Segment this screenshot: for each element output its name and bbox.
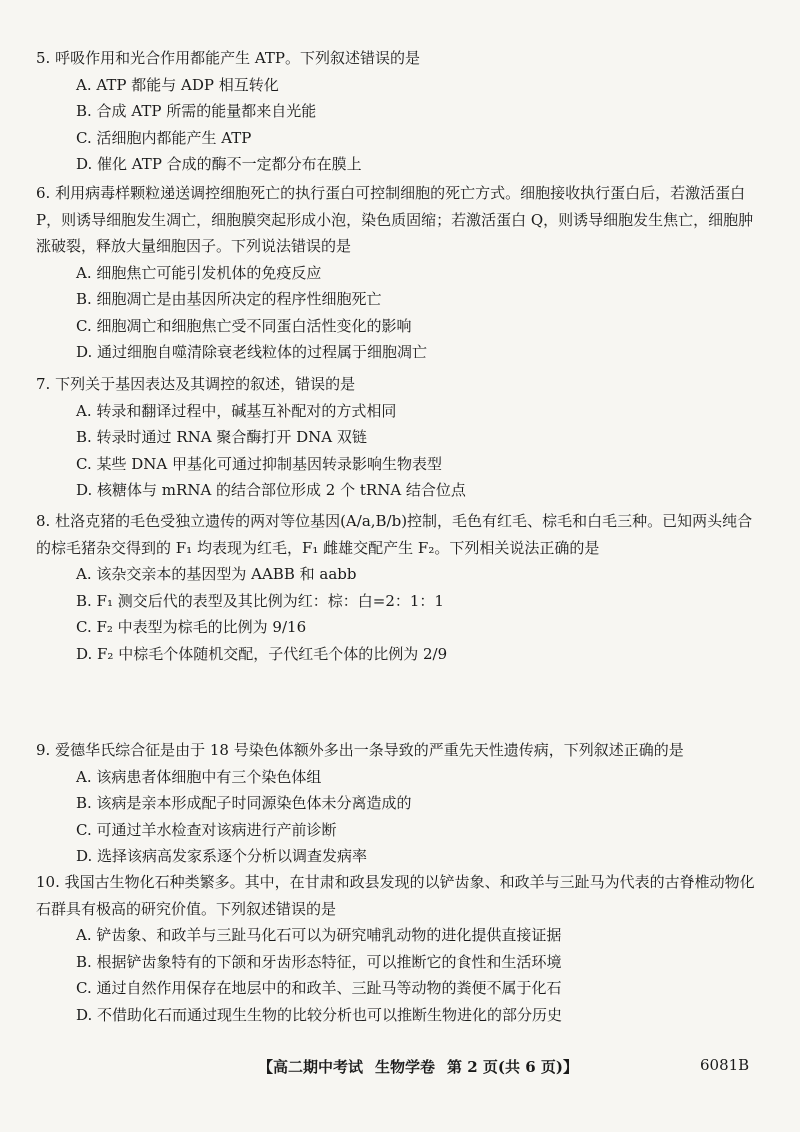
option-d: D. 不借助化石而通过现生生物的比较分析也可以推断生物进化的部分历史: [76, 1005, 563, 1024]
option-d: D. F₂ 中棕毛个体随机交配，子代红毛个体的比例为 2/9: [76, 644, 448, 663]
option-b: B. 合成 ATP 所需的能量都来自光能: [76, 102, 317, 120]
option-c: C. 可通过羊水检查对该病进行产前诊断: [76, 820, 337, 839]
option-c: C. 通过自然作用保存在地层中的和政羊、三趾马等动物的粪便不属于化石: [76, 979, 562, 997]
option-b: B. F₁ 测交后代的表型及其比例为红：棕：白=2：1：1: [76, 591, 444, 610]
option-c: C. 某些 DNA 甲基化可通过抑制基因转录影响生物表型: [76, 454, 443, 473]
option-b: B. 转录时通过 RNA 聚合酶打开 DNA 双链: [76, 428, 367, 446]
question-10: [36, 869, 760, 1028]
option-d: D. 选择该病高发家系逐个分析以调查发病率: [76, 847, 368, 865]
question-stem: 5. 呼吸作用和光合作用都能产生 ATP。下列叙述错误的是: [36, 49, 420, 67]
question-5: [36, 45, 760, 178]
option-b: B. 细胞凋亡是由基因所决定的程序性细胞死亡: [76, 290, 382, 308]
option-c: C. 活细胞内都能产生 ATP: [76, 128, 252, 147]
option-d: D. 核糖体与 mRNA 的结合部位形成 2 个 tRNA 结合位点: [76, 481, 466, 499]
option-a: A. 该杂交亲本的基因型为 AABB 和 aabb: [76, 565, 357, 583]
option-a: A. ATP 都能与 ADP 相互转化: [76, 75, 279, 94]
option-c: C. F₂ 中表型为棕毛的比例为 9/16: [76, 618, 307, 636]
question-stem: 10. 我国古生物化石种类繁多。其中，在甘肃和政县发现的以铲齿象、和政羊与三趾马为代表的古脊椎动物化石群具有极高的研究价值。下列叙述错误的是: [36, 873, 755, 918]
page-footer: [0, 1056, 800, 1082]
option-a: A. 该病患者体细胞中有三个染色体组: [76, 767, 322, 786]
question-stem: 9. 爱德华氏综合征是由于 18 号染色体额外多出一条导致的严重先天性遗传病，下列叙述正确的是: [36, 741, 684, 759]
question-9: [36, 737, 760, 870]
option-a: A. 细胞焦亡可能引发机体的免疫反应: [76, 263, 322, 282]
question-8: [36, 508, 760, 667]
option-b: B. 根据铲齿象特有的下颌和牙齿形态特征，可以推断它的食性和生活环境: [76, 952, 562, 971]
question-stem: 6. 利用病毒样颗粒递送调控细胞死亡的执行蛋白可控制细胞的死亡方式。细胞接收执行蛋白后，若激活蛋白 P，则诱导细胞发生凋亡，细胞膜突起形成小泡，染色质固缩；若激活蛋白 Q，则诱导细胞发生焦亡，细胞肿涨破裂，释放大量细胞因子。下列说法错误的是: [36, 184, 754, 255]
question-6: [36, 180, 760, 366]
option-b: B. 该病是亲本形成配子时同源染色体未分离造成的: [76, 794, 412, 812]
option-a: A. 铲齿象、和政羊与三趾马化石可以为研究哺乳动物的进化提供直接证据: [76, 926, 562, 944]
question-stem: 8. 杜洛克猪的毛色受独立遗传的两对等位基因(A/a,B/b)控制，毛色有红毛、棕毛和白毛三种。已知两头纯合的棕毛猪杂交得到的 F₁ 均表现为红毛，F₁ 雌雄交配产生 F₂。下列相关说法正确的是: [36, 512, 753, 557]
footer-paper-code: 6081B: [700, 1056, 750, 1074]
footer-info: [258, 1056, 578, 1077]
footer-subject: 生物学卷: [375, 1058, 436, 1076]
option-c: C. 细胞凋亡和细胞焦亡受不同蛋白活性变化的影响: [76, 316, 412, 335]
option-a: A. 转录和翻译过程中，碱基互补配对的方式相同: [76, 401, 397, 420]
option-d: D. 通过细胞自噬清除衰老线粒体的过程属于细胞凋亡: [76, 343, 428, 361]
option-d: D. 催化 ATP 合成的酶不一定都分布在膜上: [76, 155, 362, 173]
footer-page-number: 第 2 页(共 6 页)】: [447, 1058, 578, 1076]
question-7: [36, 371, 760, 504]
footer-exam-name: 【高二期中考试: [258, 1058, 364, 1076]
question-stem: 7. 下列关于基因表达及其调控的叙述，错误的是: [36, 375, 356, 393]
